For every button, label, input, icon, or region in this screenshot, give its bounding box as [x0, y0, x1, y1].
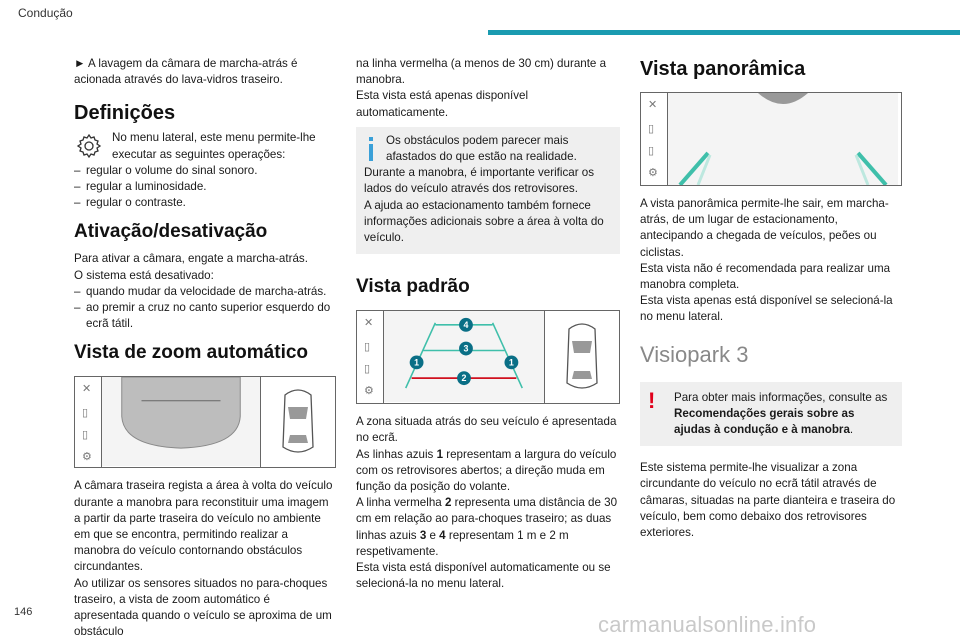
- watermark: carmanualsonline.info: [598, 612, 817, 637]
- column-1: ► A lavagem da câmara de marcha-atrás é acionada através do lava-vidros traseiro. Definições No menu lateral, este menu permite-lhe executar as seguintes operações: – regular o volume do sinal sonoro. – regular a luminosidade. – regular o contraste. Ativação/desativação Para ativar a câmara, engate a marcha-atrás. O sistema está desativado: – quando mudar da velocidade de marcha-atrás. – ao premir a cruz no canto superior esquerdo do ecrã tátil. Vista de zoom automático ✕ ▯ ▯ ⚙ A câmara traseira regista a área à volta do veículo durante a manobra para reconstituir uma imagem a partir da parte traseira do veículo no ambiente em que se encontra, permitindo realizar a manobra do veículo contornando obstáculos circundantes. Ao utilizar os sensores situados no para-choques traseiro, a vista de zoom automático é apresentada quando o veículo se aproxima de um obstáculo: [74, 56, 336, 640]
- warning-icon: !: [648, 387, 656, 413]
- heading-vista-panoramica: Vista panorâmica: [640, 58, 806, 80]
- list-item: – regular o contraste.: [74, 196, 186, 210]
- camera-view-icon: ▯: [648, 123, 655, 135]
- gear-icon: ⚙: [364, 385, 374, 398]
- guide-label: 1: [508, 357, 514, 368]
- car-top-view-panel: [260, 377, 335, 467]
- panoramic-camera-image: [668, 93, 898, 185]
- list-item: – ao premir a cruz no canto superior esquerdo do ecrã tátil.: [74, 301, 331, 331]
- list-item: – quando mudar da velocidade de marcha-atrás.: [74, 284, 327, 298]
- close-icon: ✕: [648, 99, 658, 111]
- column-3: Vista panorâmica ✕ ▯ ▯ ⚙ A vista panorâmica permite-lhe sair, em marcha-atrás, de um lugar de estacionamento, antecipando a chegada de veículos, peões ou ciclistas. Esta vista não é recomendada para realizar uma manobra completa. Esta vista apenas está disponível se selecioná-la no menu lateral. Visiopark 3 ! Para obter mais informações, consulte as Recomendações gerais sobre as ajudas à condução e à manobra. Este sistema permite-lhe visualizar a zona circundante do veículo no ecrã tátil através de câmaras, situadas na parte dianteira e traseira do veículo, bem como debaixo dos retrovisores exteriores.: [640, 56, 902, 541]
- definicoes-lead: No menu lateral, este menu permite-lhe executar as seguintes operações:: [74, 130, 336, 162]
- running-header: Condução: [18, 6, 73, 20]
- standard-view-figure: [356, 310, 620, 404]
- zoom-view-figure: [74, 376, 336, 468]
- side-menu-panel: [641, 93, 668, 185]
- panoramic-view-figure: [640, 92, 902, 186]
- guide-label: 3: [463, 343, 469, 354]
- side-menu-panel: [357, 311, 384, 403]
- zoom-camera-image: [102, 377, 260, 466]
- warning-note: ! Para obter mais informações, consulte as Recomendações gerais sobre as ajudas à condução e à manobra.: [640, 382, 902, 447]
- heading-vista-padrao: Vista padrão: [356, 276, 470, 298]
- camera-view-icon: ▯: [82, 407, 89, 420]
- guide-label: 2: [461, 373, 467, 384]
- car-icon: [545, 311, 619, 403]
- side-menu-panel: [75, 377, 102, 467]
- info-note: Os obstáculos podem parecer mais afastados do que estão na realidade. Durante a manobra, é importante verificar os lados do veículo através dos retrovisores. A ajuda ao estacionamento também fornece informações adicionais sobre a área à volta do veículo.: [356, 127, 620, 254]
- camera-view-icon: ▯: [82, 429, 89, 442]
- column-2: na linha vermelha (a menos de 30 cm) durante a manobra. Esta vista está apenas disponível automaticamente. Os obstáculos podem parecer mais afastados do que estão na realidade. Durante a manobra, é importante verificar os lados do veículo através dos retrovisores. A ajuda ao estacionamento também fornece informações adicionais sobre a área à volta do veículo. Vista padrão ✕ ▯ ▯ ⚙ 4 3 1 1 2 A zona situada atrás do seu veículo é apresentada no ecrã. As linhas azuis 1 representam a largura do veículo com os retrovisores abertos; a direção muda em função da posição do volante. A linha vermelha 2 representa uma distância de 30 cm em relação ao para-choques traseiro; as duas linhas azuis 3 e 4 representam 1 m e 2 m respetivamente. Esta vista está disponível automaticamente ou se selecioná-la no menu lateral.: [356, 56, 620, 592]
- guide-label: 1: [414, 357, 420, 368]
- car-icon: [261, 377, 335, 467]
- gear-icon: ⚙: [648, 167, 658, 179]
- camera-view-icon: ▯: [364, 363, 371, 376]
- gear-icon: ⚙: [82, 451, 92, 464]
- list-item: – regular a luminosidade.: [74, 180, 207, 194]
- camera-view-icon: ▯: [648, 145, 655, 157]
- guide-lines-image: [384, 311, 544, 402]
- close-icon: ✕: [364, 317, 374, 330]
- heading-zoom: Vista de zoom automático: [74, 342, 309, 364]
- page-number: 146: [14, 606, 33, 618]
- guide-label: 4: [463, 320, 469, 331]
- header-accent-bar: [488, 30, 960, 35]
- close-icon: ✕: [82, 383, 92, 396]
- heading-visiopark: Visiopark 3: [640, 341, 749, 367]
- info-icon: [364, 133, 386, 163]
- gear-icon: [74, 131, 104, 161]
- intro-paragraph: ► A lavagem da câmara de marcha-atrás é acionada através do lava-vidros traseiro.: [74, 57, 298, 87]
- heading-definicoes: Definições: [74, 102, 176, 125]
- heading-ativacao: Ativação/desativação: [74, 221, 268, 243]
- camera-view-icon: ▯: [364, 341, 371, 354]
- car-top-view-panel: [544, 311, 619, 403]
- list-item: – regular o volume do sinal sonoro.: [74, 163, 258, 177]
